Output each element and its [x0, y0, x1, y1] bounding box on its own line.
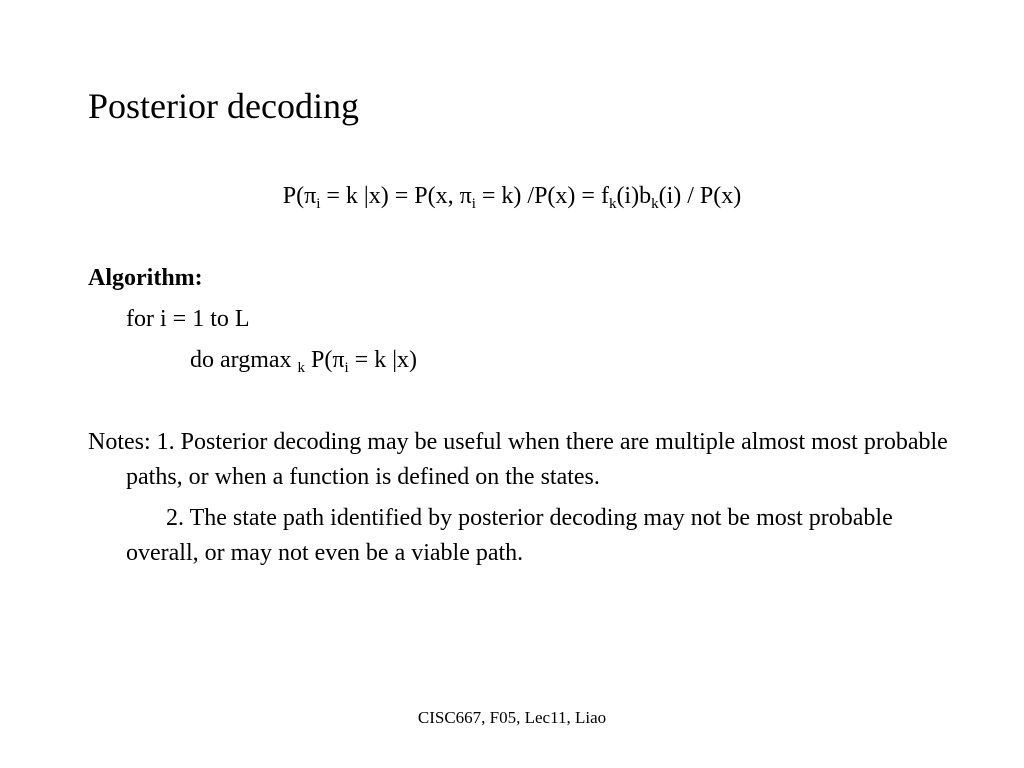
formula-subscript: i: [316, 196, 321, 212]
slide-title: Posterior decoding: [88, 86, 359, 126]
formula-part: (i)b: [616, 183, 652, 209]
argmax-subscript: k: [297, 360, 306, 376]
algorithm-loop-line: for i = 1 to L: [126, 306, 250, 332]
formula-subscript: k: [608, 196, 617, 212]
formula-subscript: i: [471, 196, 476, 212]
formula-part: P(π: [282, 183, 317, 209]
formula-subscript: k: [651, 196, 659, 212]
notes-section: [88, 425, 958, 571]
formula-part: = k |x) = P(x, π: [320, 183, 472, 209]
formula-part: = k) /P(x) = f: [475, 183, 609, 209]
note-2: 2. The state path identified by posterior decoding may not be most probable overall, or may not even be a viable path.: [126, 505, 893, 566]
argmax-subscript: i: [344, 360, 349, 376]
argmax-part: P(π: [305, 347, 345, 373]
argmax-part: do argmax: [190, 347, 298, 373]
algorithm-heading: Algorithm:: [88, 265, 203, 291]
posterior-formula: [0, 180, 1024, 212]
algorithm-argmax-line: [190, 344, 417, 376]
formula-part: (i) / P(x): [658, 183, 742, 209]
argmax-part: = k |x): [348, 347, 418, 373]
slide-footer: CISC667, F05, Lec11, Liao: [417, 708, 607, 727]
note-1: Notes: 1. Posterior decoding may be useful when there are multiple almost most probable paths, or when a function is defined on the states.: [88, 429, 948, 490]
